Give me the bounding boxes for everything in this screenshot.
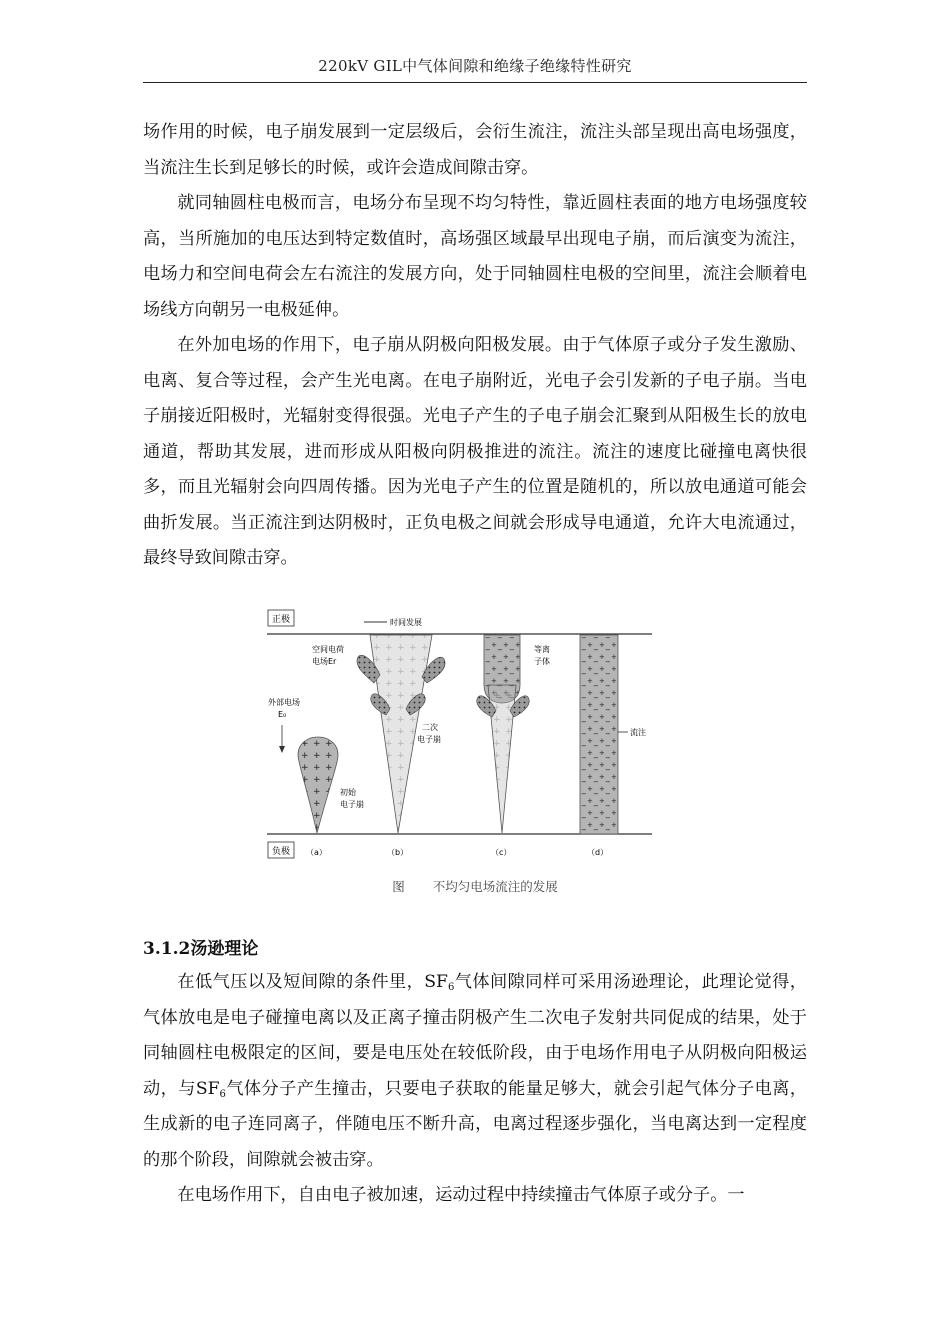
initial-avalanche [298,737,338,833]
paragraph-5: 在电场作用下，自由电子被加速，运动过程中持续撞击气体原子或分子。一 [177,1185,745,1205]
streamer-diagram [262,605,662,870]
plasma-label-2: 子体 [534,657,550,666]
section-heading: 3.1.2汤逊理论 [143,939,259,959]
running-header: 220kV GIL中气体间隙和绝缘子绝缘特性研究 [318,57,632,75]
p4-part-c: 气体分子产生撞击，只要电子获取的能量足够大，就会引起气体分子电离，生成新的电子连同离子，伴随电压不断升高，电离过程逐步强化，当电离达到一定程度的那个阶段，间隙就会被击穿。 [143,1078,807,1170]
space-charge-label-1: 空间电荷 [312,645,344,654]
cathode-label: 负极 [272,847,291,857]
p4-part-b: 气体间隙同样可采用汤逊理论，此理论觉得，气体放电是电子碰撞电离以及正离子撞击阴极产生二次电子发射共同促成的结果，处于同轴圆柱电极限定的区间，要是电压处在较低阶段，由于电场作用电子从阴极向阳极运动，与SF [143,972,807,1099]
body-text-bottom [143,965,807,1214]
initial-avalanche-label-2: 电子崩 [340,800,364,809]
secondary-avalanche-label-1: 二次 [422,723,438,732]
p4-sub-2: 6 [219,1088,226,1100]
header-rule [143,82,807,83]
initial-avalanche-label-1: 初始 [340,788,356,797]
streamer-cone-b [370,635,432,833]
body-text-top [143,115,807,577]
p4-part-a: 在低气压以及短间隙的条件里，SF [177,972,448,992]
streamer-figure [262,605,662,905]
external-field-label-2: E₀ [278,710,287,719]
streamer-label: 流注 [630,728,646,737]
sub-label-a: （a） [306,848,327,857]
time-label: 时间发展 [390,618,422,627]
sub-label-b: （b） [387,848,409,857]
paragraph-1: 场作用的时候，电子崩发展到一定层级后，会衍生流注，流注头部呈现出高电场强度，当流注生长到足够长的时候，或许会造成间隙击穿。 [143,122,807,178]
caption-prefix: 图 [392,879,405,894]
space-charge-label-2: 电场Er [312,657,337,666]
figure-caption [0,877,950,895]
paragraph-4 [143,965,807,1178]
p4-sub-1: 6 [447,982,455,993]
caption-text: 不均匀电场流注的发展 [432,879,558,894]
secondary-avalanche-label-2: 电子崩 [417,735,441,744]
sub-label-c: （c） [491,848,512,857]
streamer-channel [580,635,618,834]
external-field-arrowhead [279,746,285,753]
sub-label-d: （d） [587,848,609,857]
paragraph-2: 就同轴圆柱电极而言，电场分布呈现不均匀特性，靠近圆柱表面的地方电场强度较高，当所施加的电压达到特定数值时，高场强区域最早出现电子崩，而后演变为流注，电场力和空间电荷会左右流注的发展方向，处于同轴圆柱电极的空间里，流注会顺着电场线方向朝另一电极延伸。 [143,193,807,320]
external-field-label-1: 外部电场 [268,698,300,707]
paragraph-3: 在外加电场的作用下，电子崩从阴极向阳极发展。由于气体原子或分子发生激励、电离、复合等过程，会产生光电离。在电子崩附近，光电子会引发新的子电子崩。当电子崩接近阳极时，光辐射变得很强。光电子产生的子电子崩会汇聚到从阳极生长的放电通道，帮助其发展，进而形成从阳极向阴极推进的流注。流注的速度比碰撞电离快很多，而且光辐射会向四周传播。因为光电子产生的位置是随机的，所以放电通道可能会曲折发展。当正流注到达阴极时，正负电极之间就会形成导电通道，允许大电流通过，最终导致间隙击穿。 [143,335,807,568]
plasma-label-1: 等离 [534,645,550,654]
anode-label: 正极 [272,615,291,625]
